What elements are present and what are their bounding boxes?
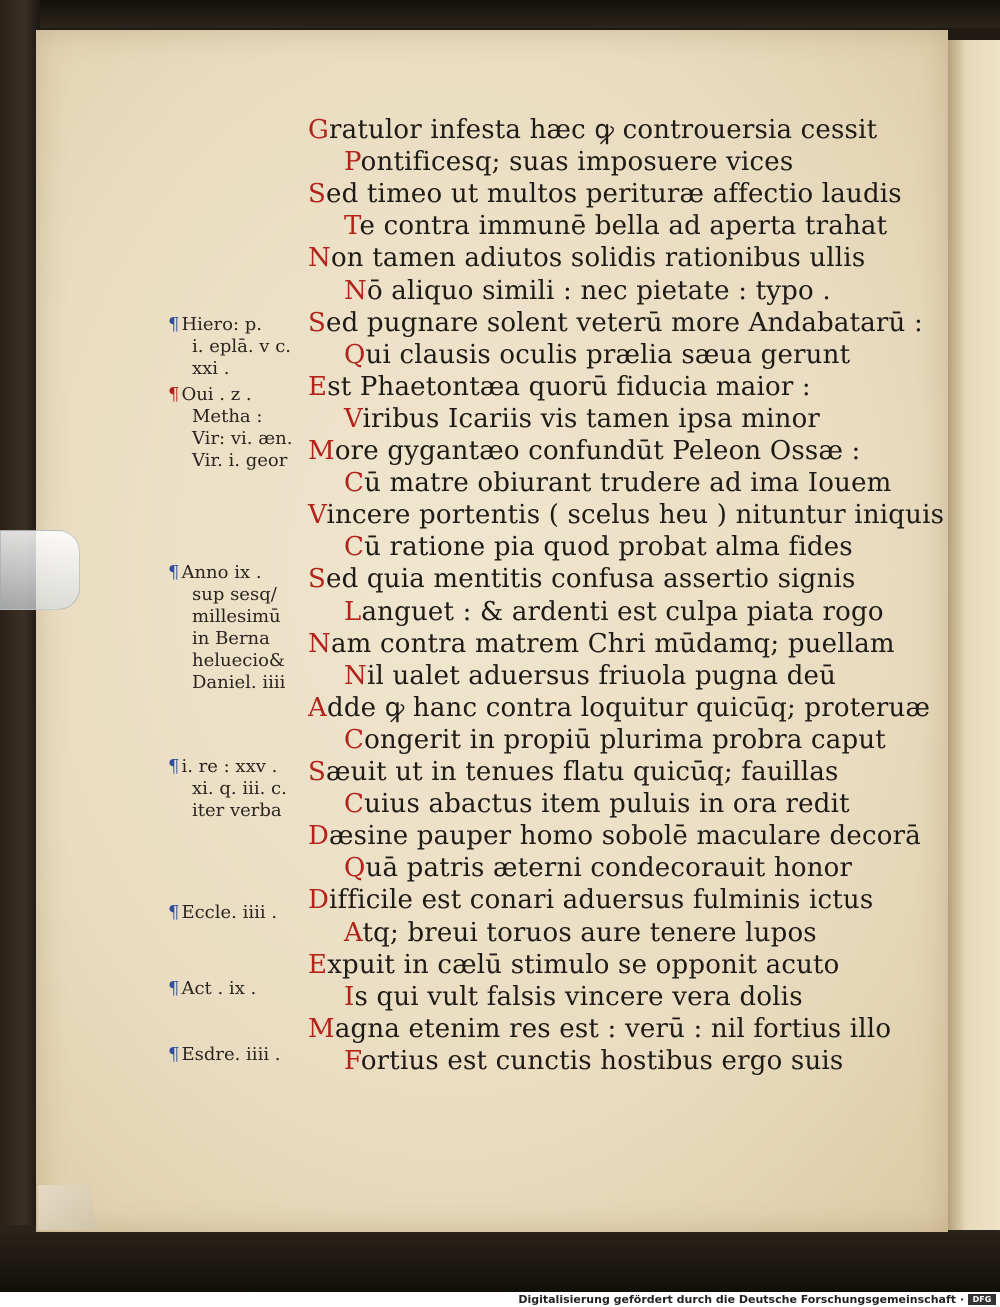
gloss-line xyxy=(168,902,277,924)
verse-text: ō aliquo simili : nec pietate : typo . xyxy=(366,275,831,306)
verse-text: ū matre obiurant trudere ad ima Iouem xyxy=(364,468,892,499)
verse-text: dde ꝙ hanc contra loquitur quicūq; proteruæ xyxy=(326,692,931,723)
gloss-text: Act . ix . xyxy=(181,978,257,999)
gloss-line xyxy=(192,606,281,628)
gloss-line xyxy=(192,800,282,822)
gloss-text: millesimū xyxy=(192,606,281,627)
verse-text: ed timeo ut multos perituræ affectio laudis xyxy=(326,179,902,210)
verse-text: æsine pauper homo sobolē maculare decorā xyxy=(329,821,921,852)
pilcrow-icon: ¶ xyxy=(168,902,180,923)
rubricated-initial: I xyxy=(344,981,355,1012)
verse-text: ifficile est conari aduersus fulminis ictus xyxy=(329,885,874,916)
verse-text: ratulor infesta hæc ꝙ controuersia cessit xyxy=(328,115,878,145)
gloss-line xyxy=(192,450,287,472)
verse-line xyxy=(308,499,944,531)
gloss-line xyxy=(168,756,277,778)
verse-line xyxy=(308,178,902,210)
pilcrow-icon: ¶ xyxy=(168,756,180,777)
book-page xyxy=(36,30,948,1232)
rubricated-initial: F xyxy=(344,1045,361,1076)
gloss-line xyxy=(192,650,285,672)
verse-text: ortius est cunctis hostibus ergo suis xyxy=(360,1045,844,1076)
facing-page-edge xyxy=(948,40,1000,1230)
gloss-line xyxy=(168,1044,281,1066)
rubricated-initial: S xyxy=(308,179,327,210)
gloss-line xyxy=(192,628,270,650)
verse-line xyxy=(308,628,895,660)
rubricated-initial: C xyxy=(344,468,365,499)
gloss-text: Daniel. iiii xyxy=(192,672,286,693)
verse-text: ui clausis oculis prælia sæua gerunt xyxy=(365,339,851,370)
gloss-line xyxy=(168,314,262,336)
gloss-line xyxy=(192,778,287,800)
verse-line xyxy=(344,339,850,371)
gloss-text: Esdre. iiii . xyxy=(181,1044,281,1065)
rubricated-initial: N xyxy=(308,243,331,274)
verse-text: uius abactus item puluis in ora redit xyxy=(364,789,850,820)
rubricated-initial: T xyxy=(344,211,360,242)
verse-text: xpuit in cælū stimulo se opponit acuto xyxy=(327,949,840,980)
rubricated-initial: C xyxy=(344,532,365,563)
gloss-text: i. eplā. v c. xyxy=(192,336,291,357)
gloss-line xyxy=(192,358,230,380)
verse-line xyxy=(308,949,840,981)
rubricated-initial: P xyxy=(344,147,361,178)
verse-line xyxy=(344,467,892,499)
rubricated-initial: Q xyxy=(344,853,366,884)
verse-line xyxy=(344,146,793,178)
pilcrow-icon: ¶ xyxy=(168,384,180,405)
verse-line xyxy=(344,788,850,820)
verse-text: ū ratione pia quod probat alma fides xyxy=(364,532,853,563)
gloss-text: xxi . xyxy=(192,358,230,379)
verse-line xyxy=(344,917,817,949)
verse-line xyxy=(344,660,836,692)
verse-line xyxy=(308,371,811,403)
gloss-text: Vir: vi. æn. xyxy=(192,428,293,449)
verse-text: am contra matrem Chri mūdamq; puellam xyxy=(330,628,895,659)
verse-text: uā patris æterni condecorauit honor xyxy=(365,853,853,884)
gloss-line xyxy=(168,384,252,406)
rubricated-initial: E xyxy=(308,371,328,402)
gloss-text: Metha : xyxy=(192,406,263,427)
verse-line xyxy=(344,210,887,242)
gloss-text: iter verba xyxy=(192,800,282,821)
verse-line xyxy=(308,242,865,274)
verse-text: iribus Icariis vis tamen ipsa minor xyxy=(362,403,821,434)
rubricated-initial: S xyxy=(308,564,327,595)
pilcrow-icon: ¶ xyxy=(168,978,180,999)
footer-bar xyxy=(0,1292,1000,1307)
rubricated-initial: C xyxy=(344,724,365,755)
page-corner xyxy=(38,1185,98,1230)
rubricated-initial: M xyxy=(308,436,335,466)
verse-text: ongerit in propiū plurima probra caput xyxy=(364,724,886,755)
gloss-text: in Berna xyxy=(192,628,270,649)
gloss-line xyxy=(192,336,291,358)
verse-text: anguet : & ardenti est culpa piata rogo xyxy=(361,596,884,627)
rubricated-initial: A xyxy=(344,917,363,948)
pilcrow-icon: ¶ xyxy=(168,562,180,583)
rubricated-initial: E xyxy=(308,949,328,980)
pilcrow-icon: ¶ xyxy=(168,314,180,335)
rubricated-initial: L xyxy=(344,596,362,627)
verse-line xyxy=(344,724,886,756)
verse-text: on tamen adiutos solidis rationibus ullis xyxy=(330,243,866,274)
rubricated-initial: G xyxy=(308,115,329,145)
verse-line xyxy=(344,596,884,628)
verse-line xyxy=(344,981,803,1013)
verse-line xyxy=(344,403,820,435)
rubricated-initial: C xyxy=(344,789,365,820)
verse-line xyxy=(344,275,831,307)
verse-line xyxy=(308,756,839,788)
gloss-line xyxy=(192,584,277,606)
verse-line xyxy=(308,563,856,595)
gloss-text: Eccle. iiii . xyxy=(181,902,278,923)
verse-text: tq; breui toruos aure tenere lupos xyxy=(362,917,817,948)
gloss-line xyxy=(192,406,262,428)
gloss-text: sup sesq/ xyxy=(192,584,277,605)
footer-credit: Digitalisierung gefördert durch die Deutsche Forschungsgemeinschaft · xyxy=(518,1293,964,1306)
verse-line xyxy=(308,435,861,467)
verse-text: s qui vult falsis vincere vera dolis xyxy=(354,981,803,1012)
verse-text: ontificesq; suas imposuere vices xyxy=(360,147,794,178)
gloss-text: heluecio& xyxy=(192,650,285,671)
rubricated-initial: V xyxy=(344,403,363,434)
rubricated-initial: D xyxy=(308,885,330,916)
verse-text: incere portentis ( scelus heu ) nituntur iniquis xyxy=(326,500,945,531)
verse-text: agna etenim res est : verū : nil fortius illo xyxy=(334,1013,892,1044)
rubricated-initial: M xyxy=(308,1013,335,1044)
verse-text: ed quia mentitis confusa assertio signis xyxy=(326,564,856,595)
book-board-bottom xyxy=(0,1225,1000,1292)
rubricated-initial: A xyxy=(308,692,327,723)
rubricated-initial: S xyxy=(308,757,327,787)
verse-text: st Phaetontæa quorū fiducia maior : xyxy=(327,371,811,402)
verse-text: æuit ut in tenues flatu quicūq; fauillas xyxy=(326,757,839,787)
gloss-text: Vir. i. geor xyxy=(192,450,288,471)
verse-line xyxy=(308,820,921,852)
dfg-logo: DFG xyxy=(968,1294,996,1305)
rubricated-initial: N xyxy=(344,660,367,691)
gloss-line xyxy=(192,428,292,450)
gloss-text: Oui . z . xyxy=(181,384,252,405)
holding-clip xyxy=(0,530,80,610)
gloss-text: xi. q. iii. c. xyxy=(192,778,287,799)
verse-text: ed pugnare solent veterū more Andabatarū : xyxy=(326,307,923,338)
rubricated-initial: N xyxy=(308,628,331,659)
pilcrow-icon: ¶ xyxy=(168,1044,180,1065)
rubricated-initial: N xyxy=(344,275,367,306)
gloss-text: i. re : xxv . xyxy=(181,756,278,777)
verse-line xyxy=(308,884,873,916)
gloss-line xyxy=(168,562,262,584)
gloss-line xyxy=(168,978,256,1000)
rubricated-initial: Q xyxy=(344,339,366,370)
verse-text: il ualet aduersus friuola pugna deū xyxy=(366,660,837,691)
book-board-top xyxy=(0,0,1000,28)
verse-text: e contra immunē bella ad aperta trahat xyxy=(359,211,888,242)
verse-line xyxy=(308,692,930,724)
verse-line xyxy=(308,114,877,146)
rubricated-initial: V xyxy=(308,500,327,531)
book-board-left xyxy=(0,0,40,1290)
gloss-text: Anno ix . xyxy=(181,562,262,583)
verse-text: ore gygantæo confundūt Peleon Ossæ : xyxy=(334,436,861,466)
verse-line xyxy=(344,1045,843,1077)
rubricated-initial: D xyxy=(308,821,330,852)
rubricated-initial: S xyxy=(308,307,327,338)
verse-line xyxy=(344,852,852,884)
gloss-text: Hiero: p. xyxy=(181,314,263,335)
verse-line xyxy=(344,531,853,563)
verse-line xyxy=(308,1013,891,1045)
verse-line xyxy=(308,307,923,339)
gloss-line xyxy=(192,672,285,694)
